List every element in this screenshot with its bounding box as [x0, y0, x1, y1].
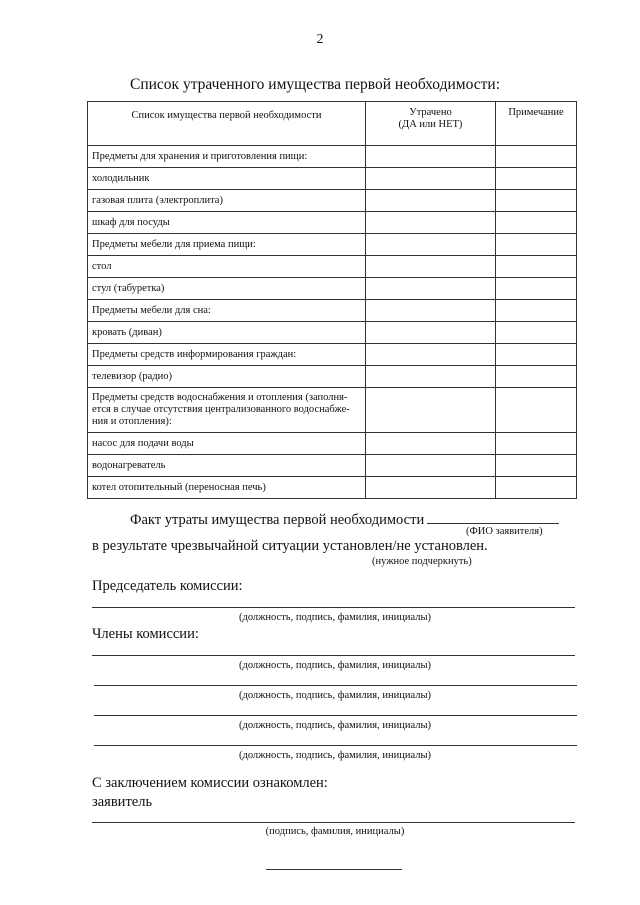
member-hint: (должность, подпись, фамилия, инициалы) — [238, 660, 431, 671]
header-lost: Утрачено (ДА или НЕТ) — [366, 102, 496, 146]
table-row — [88, 234, 577, 256]
note-cell[interactable] — [496, 455, 577, 477]
member-signature-line[interactable] — [94, 745, 577, 746]
table-row — [88, 344, 577, 366]
note-cell[interactable] — [496, 278, 577, 300]
note-cell[interactable] — [496, 168, 577, 190]
member-hint: (должность, подпись, фамилия, инициалы) — [238, 690, 431, 701]
item-name: шкаф для посуды — [88, 212, 366, 234]
applicant-name-hint: (ФИО заявителя) — [466, 526, 543, 537]
note-cell[interactable] — [496, 190, 577, 212]
lost-cell[interactable] — [366, 168, 496, 190]
header-property-list: Список имущества первой необходимости — [88, 102, 366, 146]
chairman-signature-line[interactable] — [92, 607, 575, 608]
table-row — [88, 455, 577, 477]
chairman-hint: (должность, подпись, фамилия, инициалы) — [238, 612, 431, 623]
lost-cell[interactable] — [366, 190, 496, 212]
table-row — [88, 168, 577, 190]
note-cell[interactable] — [496, 300, 577, 322]
table-row — [88, 278, 577, 300]
chairman-label: Председатель комиссии: — [92, 578, 243, 594]
applicant-name-field[interactable] — [427, 509, 559, 524]
note-cell[interactable] — [496, 344, 577, 366]
applicant-label: заявитель — [92, 794, 153, 810]
lost-cell[interactable] — [366, 344, 496, 366]
note-cell[interactable] — [496, 234, 577, 256]
table-header-row — [88, 102, 577, 146]
result-statement: в результате чрезвычайной ситуации установлен/не установлен. — [92, 538, 488, 554]
lost-cell[interactable] — [366, 388, 496, 433]
table-title: Список утраченного имущества первой необходимости: — [130, 76, 500, 93]
item-name: Предметы мебели для сна: — [88, 300, 366, 322]
applicant-signature-line[interactable] — [92, 822, 575, 823]
lost-cell[interactable] — [366, 256, 496, 278]
property-table — [87, 101, 577, 499]
member-signature-line[interactable] — [94, 715, 577, 716]
item-name: Предметы средств информирования граждан: — [88, 344, 366, 366]
table-row — [88, 146, 577, 168]
note-cell[interactable] — [496, 322, 577, 344]
members-label: Члены комиссии: — [92, 626, 199, 642]
lost-cell[interactable] — [366, 300, 496, 322]
lost-cell[interactable] — [366, 455, 496, 477]
item-name: телевизор (радио) — [88, 366, 366, 388]
item-name: Предметы для хранения и приготовления пищи: — [88, 146, 366, 168]
lost-cell[interactable] — [366, 366, 496, 388]
underline-hint: (нужное подчеркнуть) — [372, 556, 472, 567]
item-name: Предметы средств водоснабжения и отопления (заполня-ется в случае отсутствия централизованного водоснабже-ния и отопления): — [88, 388, 366, 433]
table-row — [88, 477, 577, 499]
member-signature-line[interactable] — [94, 685, 577, 686]
table-row — [88, 190, 577, 212]
table-row — [88, 366, 577, 388]
table-row — [88, 212, 577, 234]
lost-cell[interactable] — [366, 433, 496, 455]
header-note: Примечание — [496, 102, 577, 146]
note-cell[interactable] — [496, 212, 577, 234]
table-row — [88, 322, 577, 344]
item-name: стул (табуретка) — [88, 278, 366, 300]
member-signature-line[interactable] — [92, 655, 575, 656]
note-cell[interactable] — [496, 433, 577, 455]
item-name: водонагреватель — [88, 455, 366, 477]
item-name: кровать (диван) — [88, 322, 366, 344]
item-name: котел отопительный (переносная печь) — [88, 477, 366, 499]
note-cell[interactable] — [496, 366, 577, 388]
note-cell[interactable] — [496, 256, 577, 278]
fact-text: Факт утраты имущества первой необходимости — [130, 512, 425, 528]
note-cell[interactable] — [496, 388, 577, 433]
note-cell[interactable] — [496, 477, 577, 499]
item-name: Предметы мебели для приема пищи: — [88, 234, 366, 256]
lost-cell[interactable] — [366, 146, 496, 168]
item-name: насос для подачи воды — [88, 433, 366, 455]
item-name: газовая плита (электроплита) — [88, 190, 366, 212]
item-name: холодильник — [88, 168, 366, 190]
lost-cell[interactable] — [366, 212, 496, 234]
item-name: стол — [88, 256, 366, 278]
acquainted-label: С заключением комиссии ознакомлен: — [92, 775, 328, 791]
member-hint: (должность, подпись, фамилия, инициалы) — [238, 750, 431, 761]
page-number: 2 — [316, 32, 324, 47]
note-cell[interactable] — [496, 146, 577, 168]
table-row — [88, 300, 577, 322]
table-row — [88, 388, 577, 433]
lost-cell[interactable] — [366, 322, 496, 344]
member-hint: (должность, подпись, фамилия, инициалы) — [238, 720, 431, 731]
lost-cell[interactable] — [366, 477, 496, 499]
lost-cell[interactable] — [366, 278, 496, 300]
lost-cell[interactable] — [366, 234, 496, 256]
applicant-signature-hint: (подпись, фамилия, инициалы) — [265, 826, 405, 837]
table-row — [88, 256, 577, 278]
table-row — [88, 433, 577, 455]
closing-divider — [266, 869, 402, 870]
